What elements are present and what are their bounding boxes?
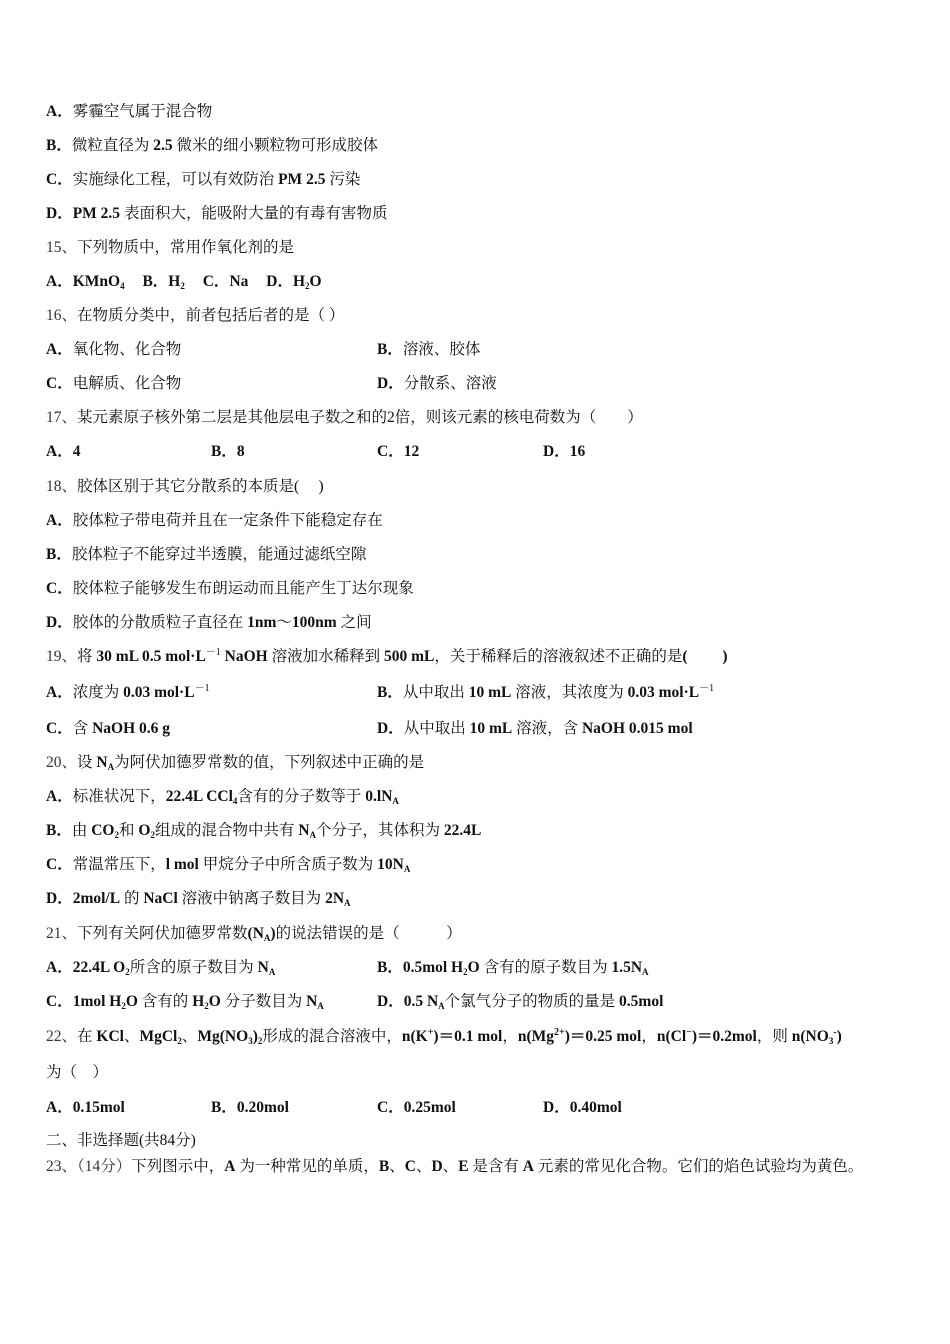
q22-option-c: C．0.25mol [377,1099,456,1116]
q22-stem-line1: 22、在 KCl、MgCl$_2$、$Mg(NO_3)_2$形成的混合溶液中，n(K+)＝0.1 mol，$n(Mg^{2+})=0.25$ mol，n(Cl−)＝0.2mol，则 $n(NO_3^-)$ [46,1027,842,1046]
q21-option-b: B．0.5mol $H_2O$ 含有的原子数目为 $1.5N_A$ [377,959,649,977]
q22-option-b: B．0.20mol [211,1099,289,1116]
q22-stem-line2: 为（ ） [46,1064,109,1081]
q21-option-c: C．1mol $H_2O$ 含有的 $H_2O$ 分子数目为 $N_A$ [46,993,324,1011]
q20-option-c: C．常温常压下，l mol 甲烷分子中所含质子数为 $10N_A$ [46,856,411,874]
q16-option-d: D．分散系、溶液 [377,375,497,392]
q15-stem: 15、下列物质中，常用作氧化剂的是 [46,239,295,256]
q17-option-b: B．8 [211,443,245,460]
q19-stem: 19、将 30 mL 0.5 $mol\cdot L^{-1}$ NaOH 溶液加水稀释到 500 mL，关于稀释后的溶液叙述不正确的是( ) [46,647,728,665]
q14-option-c: C．实施绿化工程，可以有效防治 PM 2.5 污染 [46,171,361,188]
q20-stem: 20、设 $N_A$为阿伏加德罗常数的值，下列叙述中正确的是 [46,754,425,772]
q20-option-b: B．由 $CO_2$和 $O_2$组成的混合物中共有 $N_A$个分子，其体积为 22.4L [46,822,482,840]
q20-option-a: A．标准状况下，22.4L CCl$_4$含有的分子数等于 $0.lN_A$ [46,788,399,806]
q22-option-a: A．0.15mol [46,1099,125,1116]
q16-option-b: B．溶液、胶体 [377,341,481,358]
q16-option-c: C．电解质、化合物 [46,375,182,392]
q20-option-d: D．2mol/L 的 NaCl 溶液中钠离子数目为 $2N_A$ [46,890,351,908]
q18-option-b: B．胶体粒子不能穿过半透膜，能通过滤纸空隙 [46,546,367,563]
q21-option-d: D．0.5 $N_A$个氯气分子的物质的量是 0.5mol [377,993,664,1011]
q19-option-b: B．从中取出 10 mL 溶液，其浓度为 0.03 $mol\cdot L^{-1}$ [377,683,715,701]
q23-stem: 23、（14分）下列图示中，A 为一种常见的单质，B、C、D、E 是含有 A 元素的常见化合物。它们的焰色试验均为黄色。 [46,1158,864,1175]
q16-option-a: A．氧化物、化合物 [46,341,182,358]
q18-option-c: C．胶体粒子能够发生布朗运动而且能产生丁达尔现象 [46,580,414,597]
q17-option-d: D．16 [543,443,586,460]
q14-option-d: D．PM 2.5 表面积大，能吸附大量的有毒有害物质 [46,205,388,222]
q16-stem: 16、在物质分类中，前者包括后者的是（ ） [46,307,345,324]
q21-option-a: A．22.4L $O_2$所含的原子数目为 $N_A$ [46,959,276,977]
q14-option-b: B．微粒直径为 2.5 微米的细小颗粒物可形成胶体 [46,137,378,154]
q19-option-c: C．含 NaOH 0.6 g [46,720,171,737]
q14-option-a: A．雾霾空气属于混合物 [46,103,213,120]
q22-option-d: D．0.40mol [543,1099,622,1116]
q19-option-d: D．从中取出 10 mL 溶液，含 NaOH 0.015 mol [377,720,693,737]
q21-stem: 21、下列有关阿伏加德罗常数$(N_A)$的说法错误的是（ ） [46,925,462,943]
q15-options: A．KMnO$_4$ B．$H_2$ C．Na D．$H_2O$ [46,273,322,291]
q18-option-d: D．胶体的分散质粒子直径在 1nm～100nm 之间 [46,614,372,631]
section-title: 二、非选择题(共84分) [46,1132,196,1149]
q17-option-c: C．12 [377,443,420,460]
q19-option-a: A．浓度为 0.03 $mol\cdot L^{-1}$ [46,683,210,701]
q17-option-a: A．4 [46,443,81,460]
q17-stem: 17、某元素原子核外第二层是其他层电子数之和的2倍，则该元素的核电荷数为（ ） [46,409,643,426]
q18-stem: 18、胶体区别于其它分散系的本质是( ) [46,478,324,495]
q18-option-a: A．胶体粒子带电荷并且在一定条件下能稳定存在 [46,512,383,529]
